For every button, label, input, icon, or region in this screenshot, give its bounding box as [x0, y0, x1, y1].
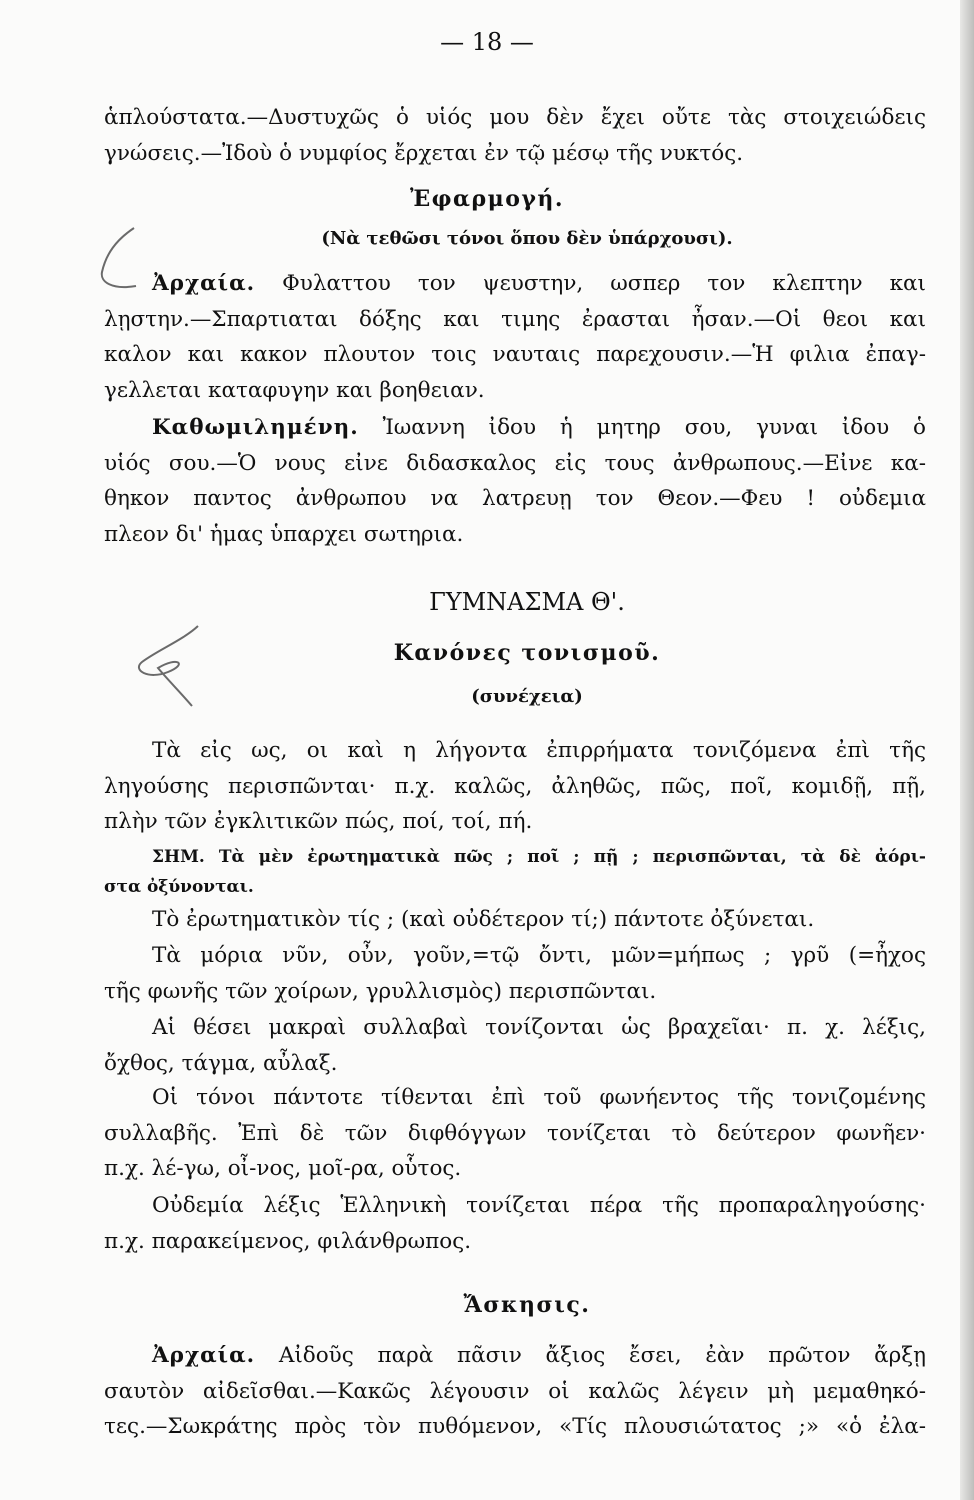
text-line: π.χ. λέ-γω, οἶ-νος, μοῖ-ρα, οὗτος. [104, 1156, 462, 1181]
rule-paragraph [104, 1188, 926, 1259]
text-line: συλλαβῆς. Ἐπὶ δὲ τῶν διφθόγγων τονίζεται τὸ δεύτερον φωνῆεν· [104, 1120, 926, 1146]
text-line [104, 266, 926, 302]
text-line: καλον και κακον πλουτον τοις ναυταις παρεχουσιν.—Ἡ φιλια ἐπαγ- [104, 342, 926, 367]
text-line: ἁπλούστατα.—Δυστυχῶς ὁ υἱός μου δὲν ἔχει οὔτε τὰς στοιχειώδεις [104, 105, 926, 130]
lead-word: Ἀρχαία. [152, 271, 256, 296]
note-line: στα ὀξύνονται. [104, 877, 254, 897]
text-line: π.χ. παρακείμενος, φιλάνθρωπος. [104, 1228, 472, 1254]
opening-paragraph [104, 100, 926, 171]
text-line: σαυτὸν αἰδεῖσθαι.—Κακῶς λέγουσιν οἱ καλῶς λέγειν μὴ μεμαθηκό- [104, 1378, 926, 1404]
archaia-paragraph [104, 266, 926, 408]
text-line: τῆς φωνῆς τῶν χοίρων, γρυλλισμὸς) περισπῶνται. [104, 978, 657, 1004]
text-span: Αἰδοῦς παρὰ πᾶσιν ἄξιος ἔσει, ἐὰν πρῶτον ἄρξῃ [278, 1343, 926, 1368]
page-edge-shadow [960, 0, 974, 1500]
text-line [104, 1338, 926, 1374]
lead-word: Καθωμιλημένη. [152, 415, 359, 440]
text-line: τες.—Σωκράτης πρὸς τὸν πυθόμενον, «Τίς πλουσιώτατος ;» «ὁ ἐλα- [104, 1414, 926, 1439]
continued-label: (συνέχεια) [471, 686, 583, 707]
section-title-efarmogi: Ἐφαρμογή. [409, 186, 565, 212]
kathomilimeni-paragraph [104, 410, 926, 552]
section-subtitle-efarmogi: (Νὰ τεθῶσι τόνοι ὅπου δὲν ὑπάρχουσι). [321, 228, 733, 249]
text-line: γελλεται καταφυγην και βοηθειαν. [104, 377, 485, 403]
note-line: ΣΗΜ. Τὰ μὲν ἐρωτηματικὰ πῶς ; ποῖ ; πῇ ; περισπῶνται, τὰ δὲ ἀόρι- [152, 847, 926, 867]
text-line: λῃστην.—Σπαρτιαται δόξης και τιμης ἐρασται ἦσαν.—Οἱ θεοι και [104, 306, 926, 332]
text-line: Τὰ εἰς ως, οι καὶ η λήγοντα ἐπιρρήματα τονιζόμενα ἐπὶ τῆς [152, 738, 926, 763]
text-span: Ἰωαννη ἰδου ἡ μητηρ σου, γυναι ἰδου ὁ [382, 415, 926, 440]
rule-paragraph [104, 938, 926, 1009]
text-line: Τὰ μόρια νῦν, οὖν, γοῦν,=τῷ ὄντι, μῶν=μήπως ; γρῦ (=ἦχος [152, 943, 926, 968]
rule-paragraph [104, 1010, 926, 1081]
lead-word: Ἀρχαία. [152, 1343, 256, 1368]
text-line: Αἱ θέσει μακραὶ συλλαβαὶ τονίζονται ὡς βραχεῖαι· π. χ. λέξις, [152, 1015, 926, 1040]
rule-paragraph [104, 733, 926, 840]
exercise-heading: ΓΥΜΝΑΣΜΑ Θ'. [429, 588, 625, 616]
text-line: γνώσεις.—Ἰδοὺ ὁ νυμφίος ἔρχεται ἐν τῷ μέσῳ τῆς νυκτός. [104, 140, 744, 166]
note-block [104, 842, 926, 902]
rule-paragraph [104, 1080, 926, 1187]
text-line: υἱός σου.—Ὁ νους εἰνε διδασκαλος εἰς τους ἀνθρωπους.—Εἰνε κα- [104, 450, 926, 476]
exercise-title: Ἄσκησις. [463, 1292, 591, 1318]
rules-heading: Κανόνες τονισμοῦ. [393, 640, 661, 666]
text-line: πλεον δι' ἡμας ὑπαρχει σωτηρια. [104, 521, 464, 547]
text-span: Φυλαττου τον ψευστην, ωσπερ τον κλεπτην και [282, 271, 926, 296]
askiseis-paragraph [104, 1338, 926, 1445]
rule-paragraph [104, 902, 926, 938]
text-line: ὄχθος, τάγμα, αὖλαξ. [104, 1050, 338, 1076]
text-line [104, 410, 926, 446]
text-line: Οἱ τόνοι πάντοτε τίθενται ἐπὶ τοῦ φωνήεντος τῆς τονιζομένης [152, 1085, 926, 1110]
text-line: πλὴν τῶν ἐγκλιτικῶν πώς, ποί, τοί, πή. [104, 809, 533, 834]
text-line: Τὸ ἐρωτηματικὸν τίς ; (καὶ οὐδέτερον τί;) πάντοτε ὀξύνεται. [152, 907, 815, 932]
text-line: Οὐδεμία λέξις Ἑλληνικὴ τονίζεται πέρα τῆς προπαραληγούσης· [152, 1193, 926, 1218]
text-line: ληγούσης περισπῶνται· π.χ. καλῶς, ἀληθῶς, πῶς, ποῖ, κομιδῇ, πῇ, [104, 773, 926, 799]
text-line: θηκον παντος ἀνθρωπου να λατρευῃ τον Θεον.—Φευ ! οὐδεμια [104, 486, 926, 511]
page-number: — 18 — [440, 28, 534, 56]
